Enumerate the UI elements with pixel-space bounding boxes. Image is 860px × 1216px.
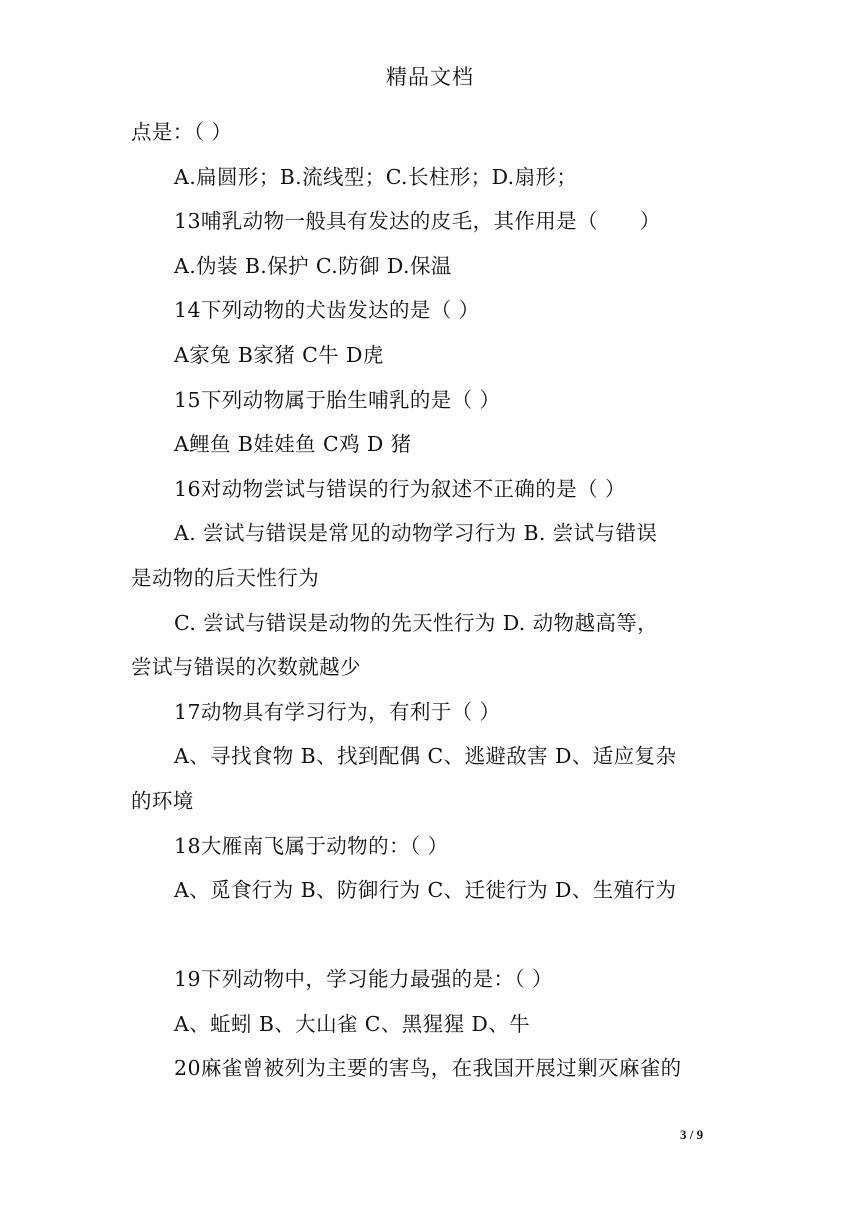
- answer-options-line: A.扁圆形；B.流线型；C.长柱形；D.扇形；: [174, 164, 578, 189]
- page-number: 3 / 9: [680, 1127, 704, 1142]
- answer-options-19: A、蚯蚓 B、大山雀 C、黑猩猩 D、牛: [174, 1011, 531, 1036]
- document-header-title: 精品文档: [386, 65, 474, 89]
- question-13: 13哺乳动物一般具有发达的皮毛，其作用是（ ）: [174, 209, 661, 234]
- answer-options-17: A、寻找食物 B、找到配偶 C、逃避敌害 D、适应复杂: [174, 744, 677, 769]
- answer-options-17-cont: 的环境: [131, 788, 194, 813]
- answer-options-16-part-1: A. 尝试与错误是常见的动物学习行为 B. 尝试与错误: [174, 521, 658, 546]
- question-16: 16对动物尝试与错误的行为叙述不正确的是（ ）: [174, 476, 626, 501]
- question-17: 17动物具有学习行为，有利于（ ）: [174, 699, 501, 724]
- answer-options-16-part-2-cont: 尝试与错误的次数就越少: [131, 655, 361, 680]
- answer-options-13: A.伪装 B.保护 C.防御 D.保温: [174, 253, 452, 278]
- question-15: 15下列动物属于胎生哺乳的是（ ）: [174, 387, 501, 412]
- question-18: 18大雁南飞属于动物的：（ ）: [174, 833, 449, 858]
- question-19: 19下列动物中，学习能力最强的是：（ ）: [174, 967, 553, 992]
- text-line: 点是：（ ）: [131, 120, 233, 144]
- document-body: [131, 110, 731, 1091]
- answer-options-16-part-1-cont: 是动物的后天性行为: [131, 565, 320, 590]
- answer-options-14: A家兔 B家猪 C牛 D虎: [174, 342, 384, 367]
- blank-line: [131, 913, 731, 958]
- answer-options-16-part-2: C. 尝试与错误是动物的先天性行为 D. 动物越高等，: [174, 610, 659, 635]
- answer-options-18: A、觅食行为 B、防御行为 C、迁徙行为 D、生殖行为: [174, 878, 677, 903]
- question-14: 14下列动物的犬齿发达的是（ ）: [174, 298, 480, 323]
- question-20: 20麻雀曾被列为主要的害鸟，在我国开展过剿灭麻雀的: [174, 1056, 682, 1081]
- answer-options-15: A鲤鱼 B娃娃鱼 C鸡 D 猪: [174, 432, 412, 457]
